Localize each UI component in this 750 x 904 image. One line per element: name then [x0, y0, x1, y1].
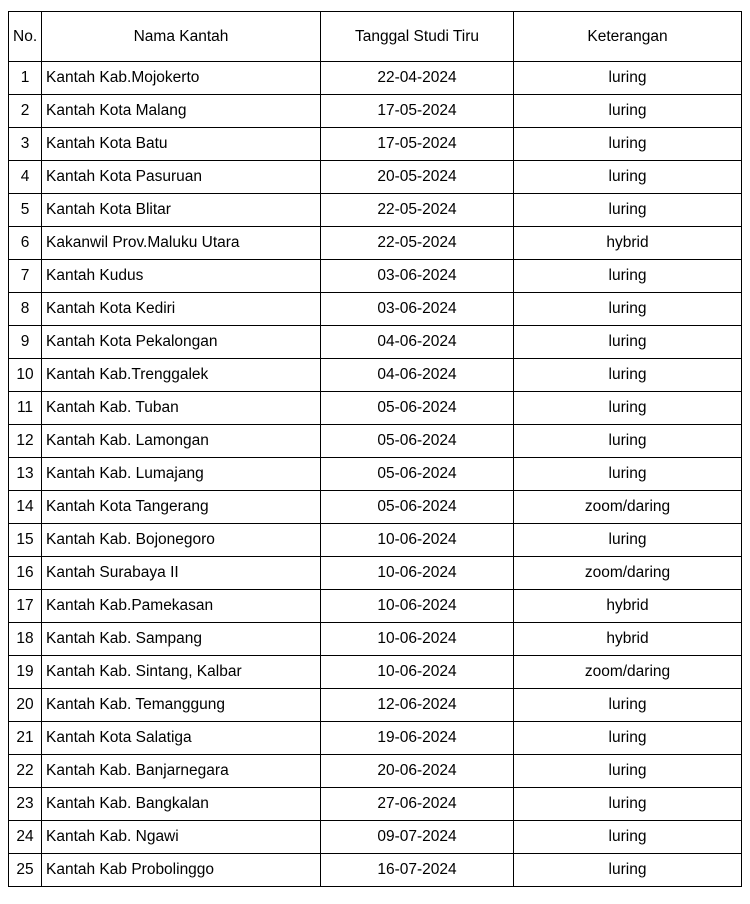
table-row [9, 425, 742, 458]
table-row [9, 359, 742, 392]
header-row [9, 12, 742, 62]
table-body [9, 62, 742, 887]
cell-nama-kantah: Kantah Kab. Tuban [42, 392, 321, 425]
cell-no: 5 [9, 194, 42, 227]
table-row [9, 95, 742, 128]
table-row [9, 326, 742, 359]
cell-nama-kantah: Kantah Surabaya II [42, 557, 321, 590]
cell-tanggal: 22-05-2024 [321, 194, 514, 227]
table-row [9, 260, 742, 293]
table-row [9, 557, 742, 590]
cell-no: 18 [9, 623, 42, 656]
table-row [9, 491, 742, 524]
cell-tanggal: 10-06-2024 [321, 623, 514, 656]
cell-no: 7 [9, 260, 42, 293]
header-keterangan: Keterangan [514, 12, 742, 62]
cell-nama-kantah: Kantah Kota Pasuruan [42, 161, 321, 194]
table-row [9, 194, 742, 227]
studi-tiru-table [8, 11, 742, 887]
table-row [9, 590, 742, 623]
cell-keterangan: luring [514, 788, 742, 821]
cell-tanggal: 17-05-2024 [321, 95, 514, 128]
table-row [9, 788, 742, 821]
cell-keterangan: luring [514, 854, 742, 887]
cell-tanggal: 09-07-2024 [321, 821, 514, 854]
cell-keterangan: zoom/daring [514, 656, 742, 689]
cell-keterangan: luring [514, 293, 742, 326]
cell-nama-kantah: Kantah Kab Probolinggo [42, 854, 321, 887]
cell-tanggal: 22-04-2024 [321, 62, 514, 95]
table-row [9, 755, 742, 788]
cell-keterangan: luring [514, 425, 742, 458]
cell-keterangan: luring [514, 359, 742, 392]
cell-nama-kantah: Kantah Kab. Bangkalan [42, 788, 321, 821]
cell-tanggal: 05-06-2024 [321, 491, 514, 524]
cell-nama-kantah: Kantah Kab.Mojokerto [42, 62, 321, 95]
cell-tanggal: 03-06-2024 [321, 260, 514, 293]
cell-nama-kantah: Kantah Kab. Sintang, Kalbar [42, 656, 321, 689]
table-row [9, 722, 742, 755]
cell-keterangan: hybrid [514, 227, 742, 260]
cell-tanggal: 04-06-2024 [321, 326, 514, 359]
cell-tanggal: 12-06-2024 [321, 689, 514, 722]
cell-no: 19 [9, 656, 42, 689]
cell-tanggal: 20-06-2024 [321, 755, 514, 788]
cell-nama-kantah: Kantah Kudus [42, 260, 321, 293]
cell-no: 13 [9, 458, 42, 491]
cell-no: 14 [9, 491, 42, 524]
cell-tanggal: 27-06-2024 [321, 788, 514, 821]
cell-no: 8 [9, 293, 42, 326]
cell-keterangan: luring [514, 95, 742, 128]
cell-nama-kantah: Kantah Kab. Bojonegoro [42, 524, 321, 557]
cell-tanggal: 05-06-2024 [321, 392, 514, 425]
cell-nama-kantah: Kantah Kota Kediri [42, 293, 321, 326]
cell-keterangan: luring [514, 524, 742, 557]
table-row [9, 62, 742, 95]
cell-nama-kantah: Kantah Kab. Banjarnegara [42, 755, 321, 788]
cell-nama-kantah: Kantah Kab. Lumajang [42, 458, 321, 491]
cell-no: 20 [9, 689, 42, 722]
cell-keterangan: luring [514, 755, 742, 788]
cell-no: 24 [9, 821, 42, 854]
cell-keterangan: luring [514, 326, 742, 359]
cell-no: 6 [9, 227, 42, 260]
cell-nama-kantah: Kantah Kota Tangerang [42, 491, 321, 524]
cell-nama-kantah: Kantah Kab.Pamekasan [42, 590, 321, 623]
cell-keterangan: luring [514, 392, 742, 425]
cell-keterangan: zoom/daring [514, 491, 742, 524]
cell-no: 25 [9, 854, 42, 887]
cell-nama-kantah: Kantah Kab. Sampang [42, 623, 321, 656]
header-nama-kantah: Nama Kantah [42, 12, 321, 62]
table-row [9, 656, 742, 689]
cell-tanggal: 10-06-2024 [321, 524, 514, 557]
cell-keterangan: luring [514, 821, 742, 854]
cell-tanggal: 22-05-2024 [321, 227, 514, 260]
table-row [9, 392, 742, 425]
cell-no: 3 [9, 128, 42, 161]
cell-no: 1 [9, 62, 42, 95]
cell-keterangan: luring [514, 689, 742, 722]
cell-tanggal: 20-05-2024 [321, 161, 514, 194]
cell-nama-kantah: Kantah Kota Malang [42, 95, 321, 128]
cell-tanggal: 16-07-2024 [321, 854, 514, 887]
cell-no: 9 [9, 326, 42, 359]
table-row [9, 689, 742, 722]
table-row [9, 821, 742, 854]
cell-nama-kantah: Kantah Kota Salatiga [42, 722, 321, 755]
header-tanggal-studi-tiru: Tanggal Studi Tiru [321, 12, 514, 62]
table-row [9, 293, 742, 326]
cell-no: 10 [9, 359, 42, 392]
cell-keterangan: zoom/daring [514, 557, 742, 590]
cell-keterangan: luring [514, 128, 742, 161]
header-no: No. [9, 12, 42, 62]
cell-keterangan: luring [514, 161, 742, 194]
cell-tanggal: 19-06-2024 [321, 722, 514, 755]
cell-keterangan: luring [514, 260, 742, 293]
cell-no: 16 [9, 557, 42, 590]
cell-nama-kantah: Kantah Kota Blitar [42, 194, 321, 227]
cell-tanggal: 04-06-2024 [321, 359, 514, 392]
cell-no: 11 [9, 392, 42, 425]
table-row [9, 524, 742, 557]
table-row [9, 623, 742, 656]
cell-tanggal: 10-06-2024 [321, 590, 514, 623]
cell-nama-kantah: Kantah Kab. Ngawi [42, 821, 321, 854]
cell-nama-kantah: Kakanwil Prov.Maluku Utara [42, 227, 321, 260]
cell-no: 22 [9, 755, 42, 788]
cell-tanggal: 10-06-2024 [321, 557, 514, 590]
cell-keterangan: luring [514, 722, 742, 755]
table-row [9, 854, 742, 887]
cell-no: 21 [9, 722, 42, 755]
table-row [9, 458, 742, 491]
cell-no: 4 [9, 161, 42, 194]
cell-keterangan: hybrid [514, 590, 742, 623]
cell-tanggal: 05-06-2024 [321, 425, 514, 458]
table-row [9, 161, 742, 194]
cell-keterangan: hybrid [514, 623, 742, 656]
cell-tanggal: 17-05-2024 [321, 128, 514, 161]
cell-keterangan: luring [514, 62, 742, 95]
cell-nama-kantah: Kantah Kab.Trenggalek [42, 359, 321, 392]
cell-no: 23 [9, 788, 42, 821]
cell-nama-kantah: Kantah Kota Batu [42, 128, 321, 161]
cell-nama-kantah: Kantah Kab. Lamongan [42, 425, 321, 458]
cell-tanggal: 03-06-2024 [321, 293, 514, 326]
cell-tanggal: 05-06-2024 [321, 458, 514, 491]
cell-tanggal: 10-06-2024 [321, 656, 514, 689]
cell-keterangan: luring [514, 194, 742, 227]
cell-no: 17 [9, 590, 42, 623]
cell-no: 2 [9, 95, 42, 128]
table-row [9, 227, 742, 260]
cell-nama-kantah: Kantah Kab. Temanggung [42, 689, 321, 722]
cell-keterangan: luring [514, 458, 742, 491]
table-header [9, 12, 742, 62]
cell-no: 12 [9, 425, 42, 458]
cell-no: 15 [9, 524, 42, 557]
table-row [9, 128, 742, 161]
cell-nama-kantah: Kantah Kota Pekalongan [42, 326, 321, 359]
